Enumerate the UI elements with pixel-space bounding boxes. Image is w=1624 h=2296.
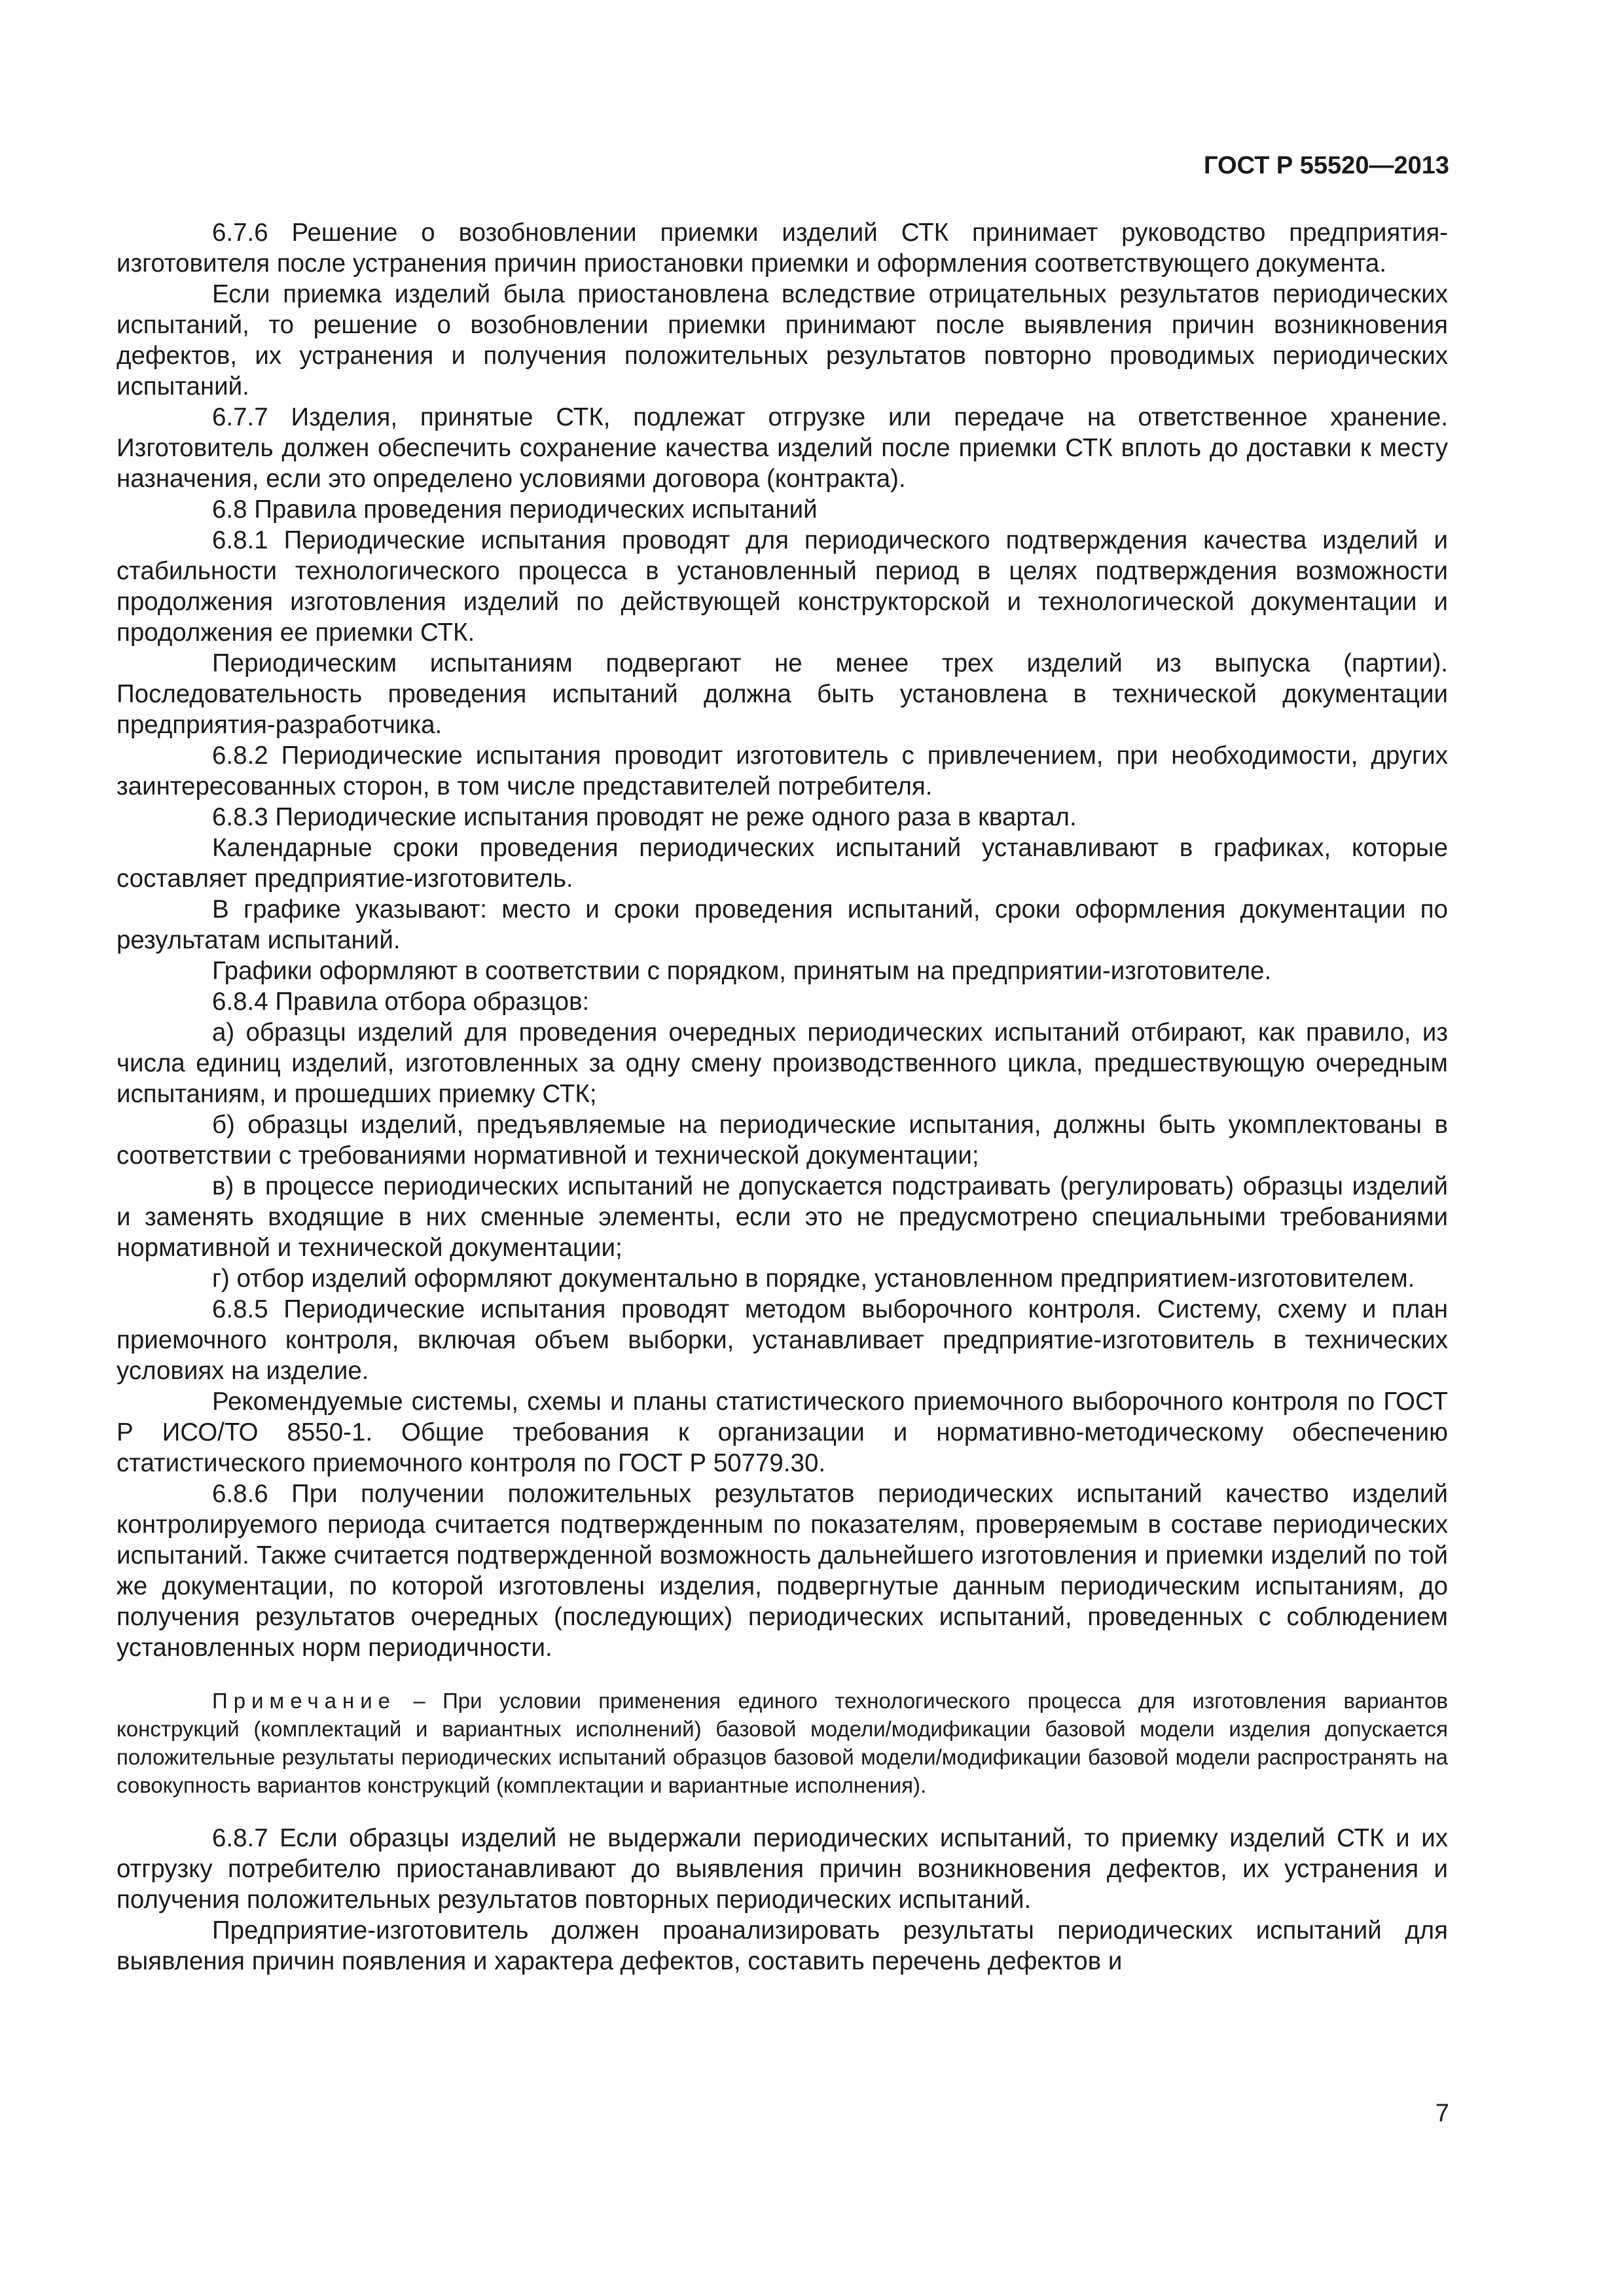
section-heading-6-8: 6.8 Правила проведения периодических испытаний xyxy=(212,495,818,524)
list-item-v: в) в процессе периодических испытаний не допускается подстраивать (регулировать) образцы изделий и заменять входящие в них сменные элементы, если это не предусмотрено специальными требованиями нормативной и технической документации; xyxy=(117,1172,1448,1262)
paragraph-6-8-6: 6.8.6 При получении положительных результатов периодических испытаний качество изделий контролируемого периода считается подтвержденным по показателям, проверяемым в составе периодических испытаний. Также считается подтвержденной возможность дальнейшего изготовления и приемки изделий по той же документации, по которой изготовлены изделия, подвергнутые данным периодическим испытаниям, до получения результатов очередных (последующих) периодических испытаний, проведенных с соблюдением установленных норм периодичности. xyxy=(117,1480,1448,1662)
paragraph-schedule-contents: В графике указывают: место и сроки проведения испытаний, сроки оформления документации по результатам испытаний. xyxy=(117,895,1448,954)
paragraph-analysis: Предприятие-изготовитель должен проанализировать результаты периодических испытаний для выявления причин появления и характера дефектов, составить перечень дефектов и xyxy=(117,1916,1448,1975)
paragraph-calendar-dates: Календарные сроки проведения периодических испытаний устанавливают в графиках, которые составляет предприятие-изготовитель. xyxy=(117,834,1448,893)
page-number: 7 xyxy=(1435,2100,1449,2127)
paragraph-6-8-5: 6.8.5 Периодические испытания проводят методом выборочного контроля. Систему, схему и план приемочного контроля, включая объем выборки, устанавливает предприятие-изготовитель в технических условиях на изделие. xyxy=(117,1295,1448,1385)
paragraph-recommended-systems: Рекомендуемые системы, схемы и планы статистического приемочного выборочного контроля по ГОСТ Р ИСО/ТО 8550-1. Общие требования к организации и нормативно-методическому обеспечению статистического приемочного контроля по ГОСТ Р 50779.30. xyxy=(117,1388,1448,1477)
note xyxy=(117,1687,1448,1799)
note-label: Примечание xyxy=(212,1689,397,1713)
document-body xyxy=(117,217,1448,1977)
paragraph-6-8-4: 6.8.4 Правила отбора образцов: xyxy=(212,988,590,1016)
paragraph-schedule-formatting: Графики оформляют в соответствии с порядком, принятым на предприятии-изготовителе. xyxy=(212,957,1272,985)
paragraph-6-8-2: 6.8.2 Периодические испытания проводит изготовитель с привлечением, при необходимости, других заинтересованных сторон, в том числе представителей потребителя. xyxy=(117,742,1448,800)
list-item-b: б) образцы изделий, предъявляемые на периодические испытания, должны быть укомплектованы в соответствии с требованиями нормативной и технической документации; xyxy=(117,1111,1448,1170)
list-item-g: г) отбор изделий оформляют документально в порядке, установленном предприятием-изготовителем. xyxy=(212,1265,1415,1293)
paragraph-sample-count: Периодическим испытаниям подвергают не менее трех изделий из выпуска (партии). Последовательность проведения испытаний должна быть установлена в технической документации предприятия-разработчика. xyxy=(117,649,1448,739)
note-text: – При условии применения единого технологического процесса для изготовления вариантов конструкций (комплектаций и вариантных исполнений) базовой модели/модификации базовой модели изделия допускается положительные результаты периодических испытаний образцов базовой модели/модификации базовой модели распространять на совокупность вариантов конструкций (комплектации и вариантные исполнения). xyxy=(117,1689,1448,1797)
paragraph-6-8-7: 6.8.7 Если образцы изделий не выдержали периодических испытаний, то приемку изделий СТК и их отгрузку потребителю приостанавливают до выявления причин возникновения дефектов, их устранения и получения положительных результатов повторных периодических испытаний. xyxy=(117,1824,1448,1914)
list-item-a: а) образцы изделий для проведения очередных периодических испытаний отбирают, как правило, из числа единиц изделий, изготовленных за одну смену производственного цикла, предшествующую очередным испытаниям, и прошедших приемку СТК; xyxy=(117,1018,1448,1108)
paragraph-6-7-7: 6.7.7 Изделия, принятые СТК, подлежат отгрузке или передаче на ответственное хранение. Изготовитель должен обеспечить сохранение качества изделий после приемки СТК вплоть до доставки к месту назначения, если это определено условиями договора (контракта). xyxy=(117,403,1448,493)
paragraph-6-7-6: 6.7.6 Решение о возобновлении приемки изделий СТК принимает руководство предприятия-изготовителя после устранения причин приостановки приемки и оформления соответствующего документа. xyxy=(117,219,1448,278)
paragraph-6-8-3: 6.8.3 Периодические испытания проводят не реже одного раза в квартал. xyxy=(212,803,1077,831)
standard-header: ГОСТ Р 55520—2013 xyxy=(1204,152,1449,179)
paragraph-resume-after-negative: Если приемка изделий была приостановлена вследствие отрицательных результатов периодических испытаний, то решение о возобновлении приемки принимают после выявления причин возникновения дефектов, их устранения и получения положительных результатов повторно проводимых периодических испытаний. xyxy=(117,280,1448,401)
paragraph-6-8-1: 6.8.1 Периодические испытания проводят для периодического подтверждения качества изделий и стабильности технологического процесса в установленный период в целях подтверждения возможности продолжения изготовления изделий по действующей конструкторской и технологической документации и продолжения ее приемки СТК. xyxy=(117,526,1448,647)
